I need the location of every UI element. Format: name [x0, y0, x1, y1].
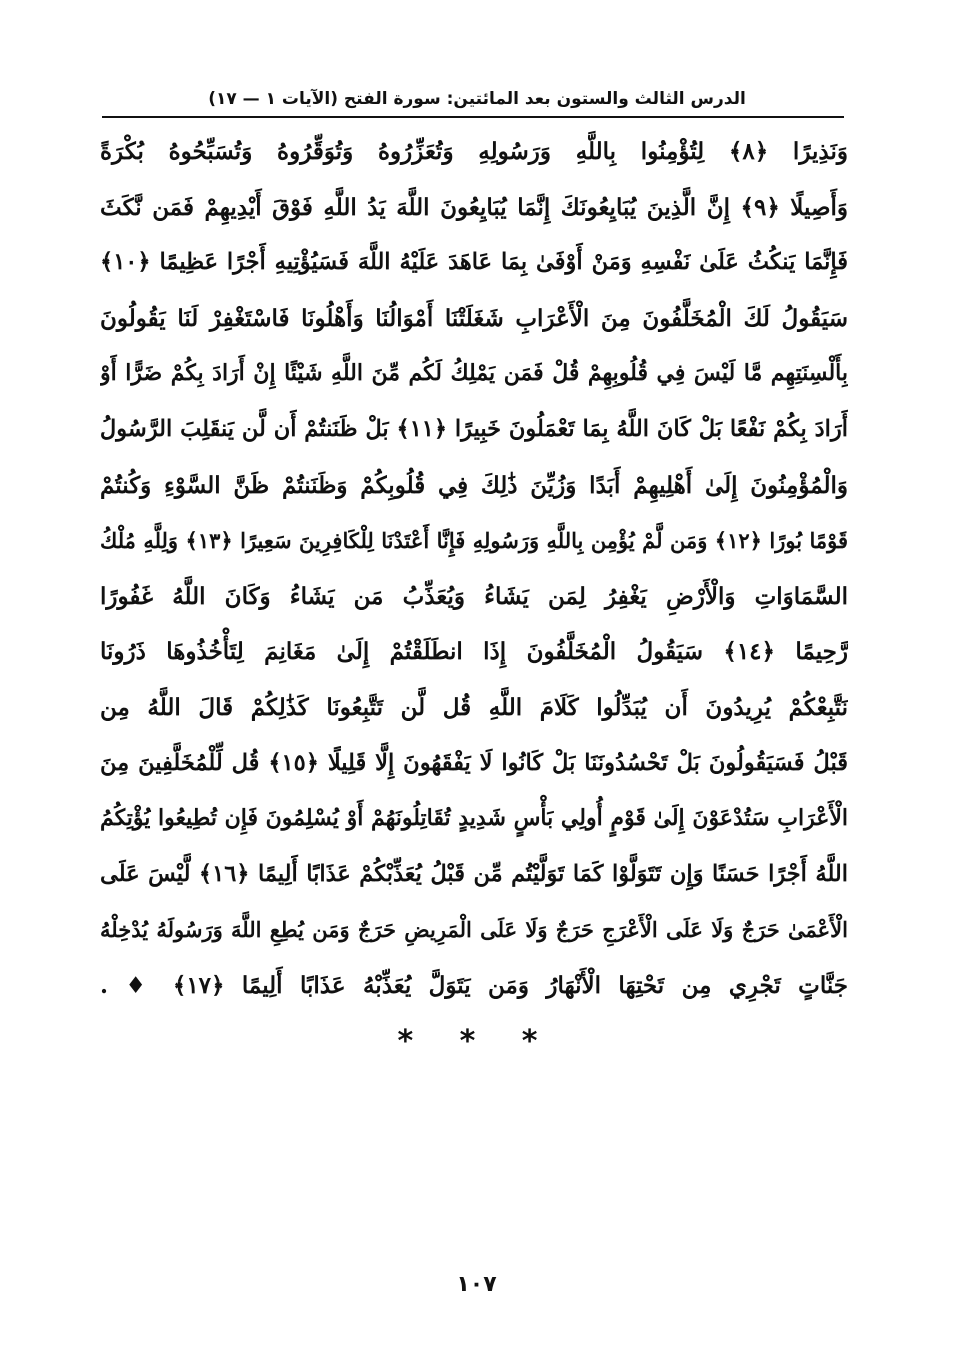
verse-line: قَوْمًا بُورًا ﴿١٢﴾ وَمَن لَّمْ يُؤْمِن بِاللَّهِ وَرَسُولِهِ فَإِنَّا أَعْتَدْنَا لِلْكَافِرِينَ سَعِيرًا ﴿١٣﴾ وَلِلَّهِ مُلْكُ [100, 528, 848, 554]
section-separator: * * * [397, 1024, 556, 1059]
verse-line: سَيَقُولُ لَكَ الْمُخَلَّفُونَ مِنَ الْأَعْرَابِ شَغَلَتْنَا أَمْوَالُنَا وَأَهْلُونَا فَاسْتَغْفِرْ لَنَا يَقُولُونَ [100, 304, 848, 332]
verse-line: الْأَعْرَابِ سَتُدْعَوْنَ إِلَىٰ قَوْمٍ أُولِي بَأْسٍ شَدِيدٍ تُقَاتِلُونَهُمْ أَوْ يُسْلِمُونَ فَإِن تُطِيعُوا يُؤْتِكُمُ [100, 805, 848, 832]
header-rule [102, 116, 844, 118]
verse-text-block [100, 124, 848, 1014]
running-header: الدرس الثالث والستون بعد المائتين: سورة الفتح (الآيات ١ — ١٧) [208, 89, 746, 109]
verse-line: وَالْمُؤْمِنُونَ إِلَىٰ أَهْلِيهِمْ أَبَدًا وَزُيِّنَ ذَٰلِكَ فِي قُلُوبِكُمْ وَظَنَنتُمْ ظَنَّ السَّوْءِ وَكُنتُمْ [100, 471, 848, 499]
verse-line: رَّحِيمًا ﴿١٤﴾ سَيَقُولُ الْمُخَلَّفُونَ إِذَا انطَلَقْتُمْ إِلَىٰ مَغَانِمَ لِتَأْخُذُوهَا ذَرُونَا [100, 638, 848, 666]
verse-line: فَإِنَّمَا يَنكُثُ عَلَىٰ نَفْسِهِ وَمَنْ أَوْفَىٰ بِمَا عَاهَدَ عَلَيْهُ اللَّهَ فَسَيُؤْتِيهِ أَجْرًا عَظِيمًا ﴿١٠﴾ [100, 249, 848, 276]
verse-line: الْأَعْمَىٰ حَرَجٌ وَلَا عَلَى الْأَعْرَجِ حَرَجٌ وَلَا عَلَى الْمَرِيضِ حَرَجٌ وَمَن يُطِعِ اللَّهَ وَرَسُولَهُ يُدْخِلْهُ [100, 917, 848, 943]
verse-line: بِأَلْسِنَتِهِم مَّا لَيْسَ فِي قُلُوبِهِمْ قُلْ فَمَن يَمْلِكُ لَكُم مِّنَ اللَّهِ شَيْئًا إِنْ أَرَادَ بِكُمْ ضَرًّا أَوْ [100, 360, 848, 387]
verse-line: جَنَّاتٍ تَجْرِي مِن تَحْتِهَا الْأَنْهَارُ وَمَن يَتَوَلَّ يُعَذِّبْهُ عَذَابًا أَلِيمًا ﴿١٧﴾ ♦ . [100, 971, 848, 999]
verse-line: أَرَادَ بِكُمْ نَفْعًا بَلْ كَانَ اللَّهُ بِمَا تَعْمَلُونَ خَبِيرًا ﴿١١﴾ بَلْ ظَنَنتُمْ أَن لَّن يَنقَلِبَ الرَّسُولُ [100, 415, 848, 442]
verse-line: قَبْلُ فَسَيَقُولُونَ بَلْ تَحْسُدُونَنَا بَلْ كَانُوا لَا يَفْقَهُونَ إِلَّا قَلِيلًا ﴿١٥﴾ قُل لِّلْمُخَلَّفِينَ مِنَ [100, 749, 848, 776]
verse-line: وَنَذِيرًا ﴿٨﴾ لِتُؤْمِنُوا بِاللَّهِ وَرَسُولِهِ وَتُعَزِّرُوهُ وَتُوَقِّرُوهُ وَتُسَبِّحُوهُ بُكْرَةً [100, 138, 848, 165]
verse-line: السَّمَاوَاتِ وَالْأَرْضِ يَغْفِرُ لِمَن يَشَاءُ وَيُعَذِّبُ مَن يَشَاءُ وَكَانَ اللَّهُ غَفُورًا [100, 582, 848, 610]
verse-line: نَتَّبِعْكُمْ يُرِيدُونَ أَن يُبَدِّلُوا كَلَامَ اللَّهِ قُل لَّن تَتَّبِعُونَا كَذَٰلِكُمْ قَالَ اللَّهُ مِن [100, 693, 848, 721]
verse-line: اللَّهُ أَجْرًا حَسَنًا وَإِن تَتَوَلَّوْا كَمَا تَوَلَّيْتُم مِّن قَبْلُ يُعَذِّبْكُمْ عَذَابًا أَلِيمًا ﴿١٦﴾ لَّيْسَ عَلَى [100, 860, 848, 887]
verse-line: وَأَصِيلًا ﴿٩﴾ إِنَّ الَّذِينَ يُبَايِعُونَكَ إِنَّمَا يُبَايِعُونَ اللَّهَ يَدُ اللَّهِ فَوْقَ أَيْدِيهِمْ فَمَن نَّكَثَ [100, 193, 848, 221]
page-number: ١٠٧ [456, 1272, 497, 1297]
